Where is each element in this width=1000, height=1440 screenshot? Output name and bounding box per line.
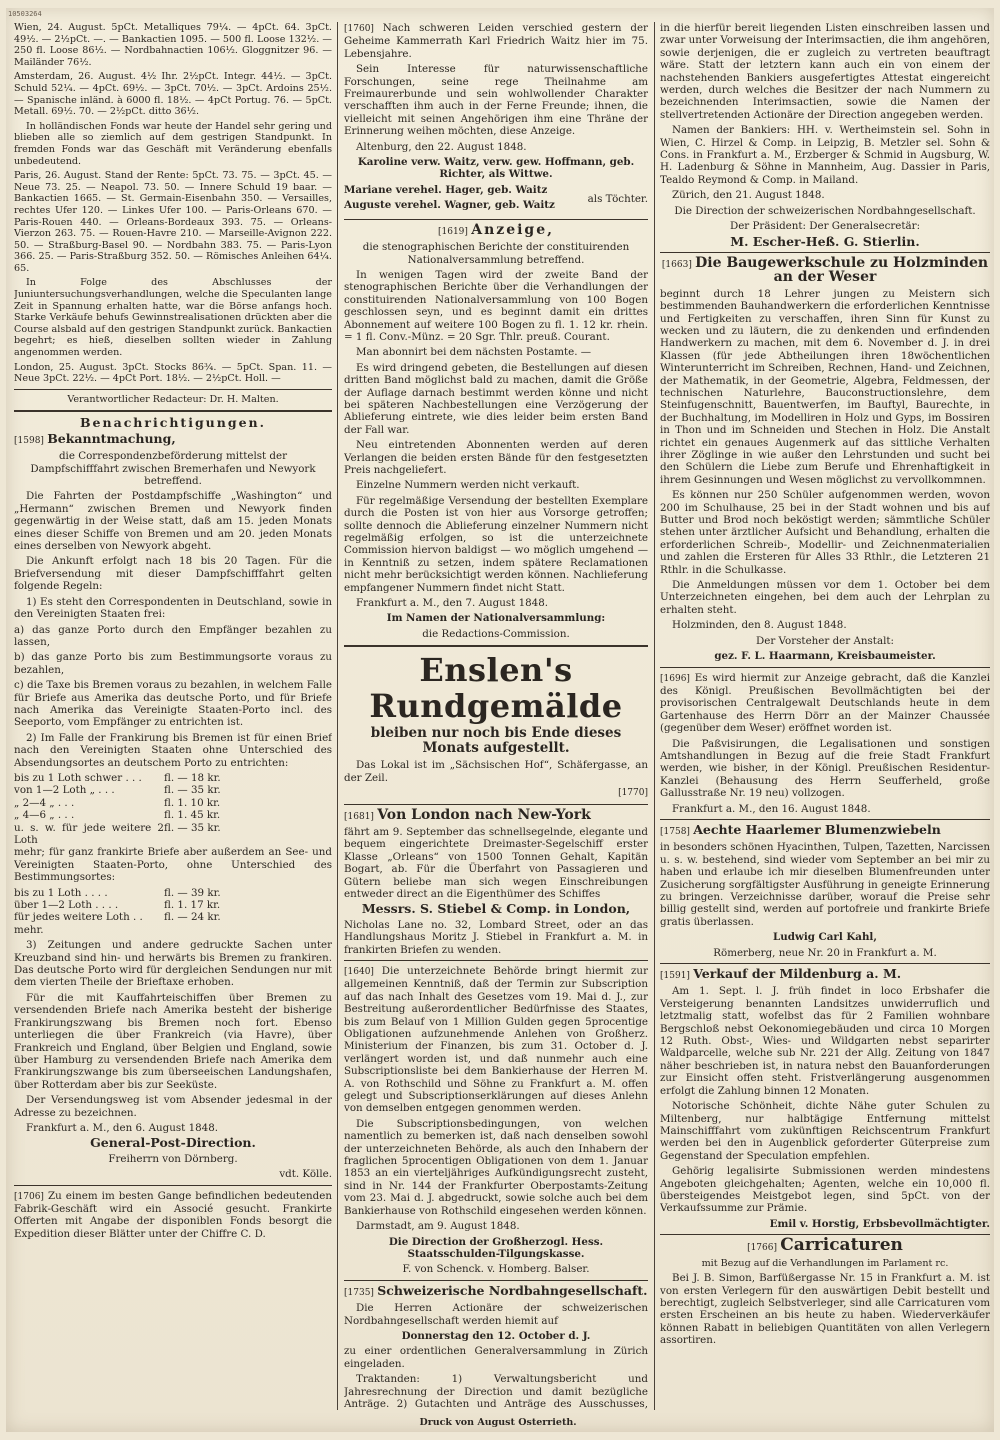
divider [344, 804, 648, 805]
fee-value: fl. — 39 kr. [164, 886, 221, 899]
ad-paragraph: Für die mit Kauffahrteischiffen über Bremen zu versendenden Briefe nach Amerika besteht der bisherige Frankirungszwang bis Bremen noch fort. Ebenso unterliegen die über Frankreich (via Havre), über Frankreich und England, über Belgien und England, sowie über Hamburg zu versendenden Briefe nach Amerika dem Frankirungszwange bis zum überseeischen Landungshafen, über Rotterdam aber bis zur Seeküste. [14, 991, 332, 1091]
ad-title-line [660, 254, 990, 286]
ad-name-role: als Töchter. [587, 193, 648, 206]
ad-paragraph: beginnt durch 18 Lehrer jungen zu Meistern sich bestimmenden Bauhandwerkern die erforderlichen Kenntnisse und Fertigkeiten zu verschaffen, ihren Sinn für Kunst zu wecken und zu läutern, die zu denkenden und erfindenden Handwerkern zu machen, mit dem 6. November d. J. in drei Klassen (für jede Abtheilungen ihren 18wöchentlichen Winterunterricht im Schreiben, Rechnen, Hand- und Zeichnen, der Mathematik, in der Geometrie, Algebra, Feldmessen, der technischen Naturlehre, Bauconstructionslehre, dem Steinfugenschnitt, Bauentwerfen, im Bauftyl, Baurechte, in der Buchhaltung, im Modelliren in Holz und Gyps, im Bossiren in Thon und im Schneiden und Stechen in Holz. Die Anstalt richtet ein genaues Augenmerk auf das sittliche Verhalten ihrer Zöglinge in wie außer den Lehrstunden und sucht bei den Schülern die Liebe zum Berufe und Ehrenhaftigkeit in ihrem Gesinnungen und Wesen möglichst zu vervollkommnen. [660, 287, 990, 486]
ad-title: Aechte Haarlemer Blumenzwiebeln [693, 821, 941, 837]
ad-paragraph: Notorische Schönheit, dichte Nähe guter Schulen zu Miltenberg, nur halbtägige Entfernung mittelst Mainschifffahrt vom zukünftigen Reichscentrum Frankfurt werden bei den in Augenblick geforderter Güterpreise zum Gegenstand der Speculation empfehlen. [660, 1100, 990, 1162]
ad-date-highlight: Donnerstag den 12. October d. J. [401, 1329, 591, 1342]
ad-date: Frankfurt a. M., den 6. August 1848. [26, 1121, 219, 1134]
fee-value: fl. — 35 kr. [164, 821, 221, 834]
ad-date: Zürich, den 21. August 1848. [672, 189, 825, 202]
ad-paragraph [344, 965, 648, 1115]
ad-title: Carricaturen [780, 1235, 903, 1256]
ad-title: Von London nach New-York [377, 806, 591, 823]
ad-date: Darmstadt, am 9. August 1848. [356, 1220, 520, 1233]
edge-id: 10503264 [8, 10, 42, 18]
ad-name-block [344, 184, 648, 215]
ad-paragraph: Die Ankunft erfolgt nach 18 bis 20 Tagen. Für die Briefversendung mit dieser Dampfschifffahrt gelten folgende Regeln: [14, 555, 332, 593]
ad-ref-number: [1591] [660, 971, 690, 982]
ad-paragraph: Traktanden: 1) Verwaltungsbericht und Jahresrechnung der Direction und damit bezügliche Anträge. 2) Gutachten und Anträge des Ausschusses, [344, 1373, 648, 1410]
ad-title-line [660, 821, 990, 838]
ad-date: Frankfurt a. M., den 16. August 1848. [672, 802, 871, 815]
ad-paragraph: mehr. [14, 923, 44, 936]
ad-paragraph: Am 1. Sept. l. J. früh findet in loco Erbshafer die Versteigerung benannten Landsitzes unwiderruflich und letztmalig statt, wofelbst das für 2 Familien wohnbare Bergschloß nebst Oekonomiegebäuden und circa 10 Morgen 12 Ruth. Obst-, Wies- und Wildgarten nebst separirter Waldparcelle, welche sub Nr. 221 der Allg. Zeitung von 1847 näher beschrieben ist, in natura nebst den Bauanforderungen zur Einsicht offen steht. Fristverlängerung ausgenommen erfolgt die Zahlung binnen 12 Monaten. [660, 985, 990, 1097]
fee-label: von 1—2 Loth „ . . . [14, 784, 115, 797]
fee-label: „ 4—6 „ . . . [14, 809, 75, 822]
ad-title-line [344, 806, 648, 823]
column-3 [660, 22, 990, 1410]
ad-paragraph: fährt am 9. September das schnellsegelnde, elegante und bequem eingerichtete Dreimaster-Segelschiff erster Klasse „Orleans“ von 1500 Tonnen Gehalt, Kapitän Bogart, ab. Für die Überfahrt von Passagieren und Gütern beliebe man sich wegen Einschreibungen entweder direct an die Eigenthümer des Schiffes [344, 825, 648, 900]
ad-signature: Der Vorsteher der Anstalt: [755, 634, 894, 647]
ad-ref-number: [1681] [344, 811, 374, 822]
ad-subtitle: die Correspondenzbeförderung mittelst der Dampfschifffahrt zwischen Bremerhafen und Newyork betreffend. [30, 450, 316, 488]
market-amsterdam: Amsterdam, 26. August. 4½ Ihr. 2½pCt. Integr. 44½. — 3pCt. Schuld 52¼. — 4pCt. 69½. — 3pCt. 70½. — 3pCt. Ardoins 25½. — Spanische inländ. à 6000 fl. 18½. — 4pCt Portug. 76. — 5pCt. Metall. 69½. 70. — 2½pCt. ditto 36½. [14, 71, 332, 118]
market-wien: Wien, 24. August. 5pCt. Metalliques 79¼. — 4pCt. 64. 3pCt. 49½. — 2½pCt. —. — Bankactien 1095. — 500 fl. Loose 132½. — 250 fl. Loose 86½. — Nordbahnactien 106½. Gloggnitzer 96. — Mailänder 76½. [14, 22, 332, 68]
ad-paragraph: Namen der Bankiers: HH. v. Wertheimstein sel. Sohn in Wien, C. Hirzel & Comp. in Leipzig, B. Metzler sel. Sohn & Cons. in Frankfurt a. M., Erzberger & Schmid in Augsburg, W. H. Ladenburg & Söhne in Mannheim, Aug. Dassier in Paris, Tealdo Reymond & Comp. in Mailand. [660, 124, 990, 186]
ad-paragraph [14, 1190, 332, 1241]
ad-ref-number: [1598] [14, 435, 44, 446]
ad-paragraph: Es wird dringend gebeten, die Bestellungen auf diesen dritten Band möglichst bald zu machen, damit die Größe der Auflage darnach bestimmt werden könne und nicht bei späteren Nachbestellungen eine Verzögerung der Ablieferung eintrete, wie dies leider beim ersten Band der Fall war. [344, 361, 648, 436]
divider [660, 667, 990, 668]
divider [344, 219, 648, 220]
ad-paragraph: zu einer ordentlichen Generalversammlung in Zürich eingeladen. [344, 1345, 648, 1370]
ad-signature-name: gez. F. L. Haarmann, Kreisbaumeister. [714, 650, 936, 663]
ad-paragraph: Gehörig legalisirte Submissionen werden mindestens Angeboten gleichgehalten; Agenten, welche ein 10,000 fl. übersteigendes Meistgebot legen, sind 5pCt. von der Verkaufssumme zur Prämie. [660, 1165, 990, 1215]
fee-value: fl. 1. 10 kr. [164, 796, 221, 809]
ad-text: Die unterzeichnete Behörde bringt hiermit zur allgemeinen Kenntniß, daß der Termin zur Subscription auf das nach Inhalt des Gesetzes vom 19. Mai d. J., zur Bestreitung außerordentlicher Bedürfnisse des Staates, bis zum Belauf von 1 Million Gulden gegen 5procentige Obligationen aufzunehmende Anlehen von Großherz. Ministerium der Finanzen, bis zum 31. October d. J. verlängert worden ist, und daß nunmehr auch eine Subscriptionsliste bei dem Bankierhause der Herren M. A. von Rothschild und Söhne zu Frankfurt a. M. offen gelegt und Subscriptionserklärungen auf dieses Anlehn von demselben entgegen genommen werden. [344, 964, 648, 1115]
ad-signature-name: M. Escher-Heß. G. Stierlin. [730, 233, 920, 249]
ad-ref-number: [1760] [344, 24, 374, 34]
editor-line: Verantwortlicher Redacteur: Dr. H. Malten. [67, 393, 279, 405]
ad-ref-number: [1766] [747, 1243, 777, 1254]
ad-paragraph: Die Herren Actionäre der schweizerischen Nordbahngesellschaft werden hiemit auf [344, 1302, 648, 1327]
divider [660, 819, 990, 820]
fee-label: bis zu 1 Loth schwer . . . [14, 771, 142, 784]
fee-value: fl. — 24 kr. [164, 911, 221, 924]
ad-paragraph: 1) Es steht den Correspondenten in Deutschland, sowie in den Vereinigten Staaten frei: [14, 595, 332, 621]
ad-paragraph: b) das ganze Porto bis zum Bestimmungsorte voraus zu bezahlen, [14, 651, 332, 676]
ad-title-line [344, 221, 648, 238]
market-paris: Paris, 26. August. Stand der Rente: 5pCt. 73. 75. — 3pCt. 45. — Neue 73. 25. — Neapol. 73. 50. — Innere Schuld 19 baar. — Bankactien 1665. — St. Germain-Eisenbahn 350. — Versailles, rechtes Ufer 120. — Linkes Ufer 100. — Paris-Orleans 670. — Paris-Rouen 440. — Orleans-Bordeaux 393. 75. — Orleans-Vierzon 263. 75. — Rouen-Havre 210. — Marseille-Avignon 222. 50. — Straßburg-Basel 90. — Nordbahn 383. 75. — Paris-Lyon 366. 25. — Paris-Straßburg 352. 50. — Römisches Anleihen 64¼. 65. [14, 170, 332, 274]
ad-ref-number: [1663] [661, 259, 692, 270]
section-title: Benachrichtigungen. [79, 415, 266, 431]
fee-value: fl. 1. 45 kr. [164, 809, 221, 822]
ad-name: Karoline verw. Waitz, verw. gew. Hoffmann, geb. Richter, als Wittwe. [357, 156, 635, 181]
fee-table [14, 887, 332, 924]
divider [344, 645, 648, 647]
display-title: Enslen's Rundgemälde [369, 651, 623, 726]
ad-company: Messrs. S. Stiebel & Comp. in London, [361, 901, 631, 917]
ad-signature-roles: Der Präsident: Der Generalsecretär: [729, 220, 921, 233]
ad-date: Frankfurt a. M., den 7. August 1848. [356, 597, 549, 610]
ad-paragraph: 2) Im Falle der Frankirung bis Bremen ist für einen Brief nach den Vereinigten Staaten ohne Unterschied des Absendungsortes an deutschem Porto zu entrichten: [14, 731, 332, 769]
ad-title: Verkauf der Mildenburg a. M. [693, 966, 902, 982]
ad-signature: Im Namen der Nationalversammlung: [386, 612, 606, 625]
ad-paragraph: Die Anmeldungen müssen vor dem 1. October bei dem Unterzeichneten eingehen, bei dem auch der Lehrplan zu erhalten steht. [660, 579, 990, 616]
ad-ref-number: [1758] [660, 826, 690, 837]
ad-paragraph: Einzelne Nummern werden nicht verkauft. [356, 479, 580, 492]
divider [14, 410, 332, 412]
fee-value: fl. — 18 kr. [164, 771, 221, 784]
ad-signature-vdt: vdt. Kölle. [279, 1168, 332, 1181]
ad-ref [14, 430, 332, 447]
divider [660, 963, 990, 964]
ad-paragraph: Neu eintretenden Abonnenten werden auf deren Verlangen die beiden ersten Bände für den festgesetzten Preis nachgeliefert. [344, 439, 648, 476]
ad-paragraph: c) die Taxe bis Bremen voraus zu bezahlen, in welchem Falle für Briefe aus Amerika das deutsche Porto, und für Briefe nach Amerika das Vereinigte Staaten-Porto incl. des Seeporto, vom Empfänger zu entrichten ist. [14, 679, 332, 729]
ad-name-list [344, 184, 584, 215]
ad-paragraph [344, 22, 648, 60]
ad-date: Altenburg, den 22. August 1848. [356, 140, 527, 153]
ad-signature: Die Direction der schweizerischen Nordbahngesellschaft. [674, 204, 976, 217]
ad-paragraph: in besonders schönen Hyacinthen, Tulpen, Tazetten, Narcissen u. s. w. bestehend, sind wieder vom September an bei mir zu haben und erlaube ich mir dieselben Blumenfreunden unter Zusicherung sorgfältigster Ausführung in geneigte Erinnerung zu bringen. Verzeichnisse darüber, worauf die Preise sehr billig gestellt sind, werden auf portofreie und frankirte Briefe gratis überlassen. [660, 841, 990, 928]
market-text: In holländischen Fonds war heute der Handel sehr gering und blieben alle so ziemlich auf dem gestrigen Standpunkt. In fremden Fonds war das Geschäft mit Veränderung ebenfalls unbedeutend. [14, 120, 332, 167]
column-1 [14, 22, 332, 1410]
ad-signature-name: F. von Schenck. v. Homberg. Balser. [402, 1263, 590, 1276]
column-2 [344, 22, 648, 1410]
ad-subtitle: die stenographischen Berichte der constituirenden Nationalversammlung betreffend. [362, 241, 630, 266]
ad-text: Zu einem im besten Gange befindlichen bedeutenden Fabrik-Geschäft wird ein Associé gesucht. Frankirte Offerten mit Angabe der disponiblen Fonds besorgt die Expedition dieser Blätter unter der Chiffre C. D. [14, 1189, 332, 1240]
ad-paragraph: Die Subscriptionsbedingungen, von welchen namentlich zu bemerken ist, daß nach denselben sowohl der unterzeichneten Behörde, als auch den Inhabern der fraglichen 5procentigen Obligationen von dem 1. Januar 1853 an ein vierteljähriges Aufkündigungsrecht zusteht, sind in Nr. 144 der Frankfurter Oberpostamts-Zeitung vom 23. Mai d. J. abgedruckt, sowie solche auch bei dem Bankierhause von Rothschild eingesehen werden können. [344, 1117, 648, 1217]
ad-paragraph: Es können nur 250 Schüler aufgenommen werden, wovon 200 im Schulhause, 25 bei in der Stadt wohnen und bis auf Butter und Brod noch beköstigt werden; sämmtliche Schüler stehen unter ärztlicher Aufsicht und Behandlung, erhalten die erforderlichen Schreib-, Modellir- und Zeichnenmaterialien und zahlen die Ersteren für Alles 33 Rthlr., die Letzteren 21 Rthlr. in die Schulkasse. [660, 489, 990, 576]
ad-date: Holzminden, den 8. August 1848. [672, 619, 847, 632]
ad-paragraph [660, 672, 990, 735]
fee-label: über 1—2 Loth . . . . [14, 899, 119, 912]
ad-title: Bekanntmachung, [47, 430, 176, 446]
ad-paragraph: in die hierfür bereit liegenden Listen einschreiben lassen und zwar unter Vorweisung der Interimsactien, die ihm angehören, sowie derjenigen, die er zugleich zu vertreten beauftragt wäre. Statt der letztern kann auch ein von einem der nachstehenden Bankiers ausgefertigtes Attestat eingereicht werden, durch welches die Besitzer der nach Nummern zu bezeichnenden Interimsactien, sowie die Namen der stellvertretenden Actionäre der Direction angegeben werden. [660, 22, 990, 121]
ad-title-line [660, 968, 990, 982]
ad-signature: General-Post-Direction. [90, 1135, 256, 1151]
ad-paragraph: Nicholas Lane no. 32, Lombard Street, oder an das Handlungshaus Moritz J. Stiebel in Frankfurt a. M. in frankirten Briefen zu wenden. [344, 918, 648, 956]
ad-paragraph: Die Paßvisirungen, die Legalisationen und sonstigen Amtshandlungen in Bezug auf die freie Stadt Frankfurt werden, wie bisher, in der Königl. Preußischen Residentur-Kanzlei (Behausung des Herrn Seufferheld, große Gallusstraße Nr. 19 neu) vollzogen. [660, 737, 990, 800]
ad-paragraph: Das Lokal ist im „Sächsischen Hof“, Schäfergasse, an der Zeil. [344, 759, 648, 784]
column-rule [654, 22, 655, 1410]
fee-label: bis zu 1 Loth . . . . [14, 886, 108, 899]
ad-signature: Die Direction der Großherzogl. Hess. Staatsschulden-Tilgungskasse. [388, 1235, 604, 1260]
ad-text: Nach schweren Leiden verschied gestern der Geheime Kammerrath Karl Friedrich Waitz hier im 75. Lebensjahre. [344, 22, 648, 60]
printer-footer: Druck von August Osterrieth. [419, 1417, 577, 1428]
fee-table [14, 772, 332, 846]
ad-paragraph: In wenigen Tagen wird der zweite Band der stenographischen Berichte über die Verhandlungen der constituirenden Nationalversammlung von 100 Bogen geschlossen seyn, und es beginnt damit ein drittes Abonnement auf weitere 100 Bogen zu fl. 1. 12 kr. rhein. = 1 fl. Conv.-Münz. = 20 Sgr. Thlr. preuß. Courant. [344, 268, 648, 343]
ad-text: Es wird hiermit zur Anzeige gebracht, daß die Kanzlei des Königl. Preußischen Bevollmächtigten bei der provisorischen Centralgewalt Deutschlands heute in dem Gartenhause des Herrn Dörr an der Mainzer Chaussée (gegenüber dem Weser) eröffnet worden ist. [660, 671, 990, 735]
ad-paragraph: Der Versendungsweg ist vom Absender jedesmal in der Adresse zu bezeichnen. [14, 1094, 332, 1119]
ad-name: Auguste verehel. Wagner, geb. Waitz [344, 199, 555, 212]
ad-title-line [344, 1282, 648, 1299]
divider [14, 1185, 332, 1186]
ad-title: Anzeige, [471, 221, 554, 238]
divider [660, 252, 990, 253]
ad-subtitle: mit Bezug auf die Verhandlungen im Parlament rc. [701, 1257, 949, 1269]
ad-signature-name: Emil v. Horstig, Erbsbevollmächtigter. [769, 1217, 990, 1230]
fee-label: „ 2—4 „ . . . [14, 796, 75, 809]
ad-paragraph: Für regelmäßige Versendung der bestellten Exemplare durch die Posten ist von hier aus Vorsorge getroffen; sollte dennoch die Ablieferung einzelner Nummern nicht regelmäßig erfolgen, so ist die unterzeichnete Commission hiervon baldigst — wo möglich umgehend — in Kenntniß zu setzen, indem spätere Reclamationen nicht mehr berücksichtigt werden können. Nachlieferung empfangener Nummern findet nicht Statt. [344, 494, 648, 594]
ad-paragraph: 3) Zeitungen und andere gedruckte Sachen unter Kreuzband sind hin- und herwärts bis Bremen zu frankiren. Das deutsche Porto wird für dergleichen Sendungen nur mit dem vierten Theile der Brieftaxe erhoben. [14, 939, 332, 989]
market-london: London, 25. August. 3pCt. Stocks 86¾. — 5pCt. Span. 11. — Neue 3pCt. 22½. — 4pCt Port. 18½. — 2½pCt. Holl. — [14, 361, 332, 385]
fee-value: fl. 1. 17 kr. [164, 899, 221, 912]
market-text: In Folge des Abschlusses der Juniuntersuchungsverhandlungen, welche die Speculanten lange Zeit in Spannung erhalten hatte, war die Börse anfangs hoch. Starke Verkäufe behufs Gewinnstrealisationen drückten aber die Course alsbald auf den gestrigen Standpunkt zurück. Bankactien begehrt; es hieß, dieselben sollten wieder in Zahlung angenommen werden. [14, 277, 332, 359]
ad-signature-name: Ludwig Carl Kahl, [773, 931, 877, 944]
ad-signature-name: die Redactions-Commission. [422, 627, 570, 640]
fee-value: fl. — 35 kr. [164, 784, 221, 797]
ad-ref-number: [1770] [618, 788, 648, 799]
ad-address: Römerberg, neue Nr. 20 in Frankfurt a. M. [713, 946, 937, 959]
ad-name: Mariane verehel. Hager, geb. Waitz [344, 183, 548, 196]
ad-ref-number: [1706] [14, 1191, 44, 1202]
ad-ref-number: [1619] [437, 226, 468, 237]
ad-paragraph: Man abonnirt bei dem nächsten Postamte. — [356, 346, 592, 359]
ad-paragraph: Die Fahrten der Postdampfschiffe „Washington“ und „Hermann“ zwischen Bremen und Newyork finden gegenwärtig in der Weise statt, daß am 15. jeden Monats eines dieser Schiffe von Bremen und am 20. jeden Monats eines derselben von Newyork abgeht. [14, 490, 332, 553]
display-subtitle: bleiben nur noch bis Ende dieses Monats aufgestellt. [370, 725, 622, 757]
ad-paragraph: mehr; für ganz frankirte Briefe aber außerdem an See- und Vereinigten Staaten-Porto, ohne Unterschied des Bestimmungsortes: [14, 846, 332, 884]
fee-label: für jedes weitere Loth . . [14, 911, 143, 924]
ad-title-line [660, 1235, 990, 1256]
ad-ref-number: [1696] [660, 673, 690, 684]
ad-ref-number: [1735] [344, 1287, 374, 1298]
ad-title: Die Baugewerkschule zu Holzminden an der Weser [695, 254, 989, 286]
divider [344, 1280, 648, 1281]
ad-paragraph: a) das ganze Porto durch den Empfänger bezahlen zu lassen, [14, 623, 332, 648]
ad-title: Schweizerische Nordbahngesellschaft. [377, 1282, 648, 1298]
ad-paragraph: Bei J. B. Simon, Barfüßergasse Nr. 15 in Frankfurt a. M. ist von ersten Verlegern für den auswärtigen Debit bestellt und berechtigt, zugleich Selbstverleger, sind alle Carricaturen vom ersten Erscheinen an bis heute zu haben. Wiederverkäufer können Rabatt in beliebigen Quantitäten von allen Verlegern assortiren. [660, 1272, 990, 1347]
divider [14, 389, 332, 390]
ad-signature-name: Freiherrn von Dörnberg. [108, 1152, 238, 1165]
ad-ref-number: [1640] [344, 966, 374, 977]
newspaper-page [6, 8, 994, 1432]
fee-label: u. s. w. für jede weitere 2 Loth [14, 821, 164, 846]
ad-paragraph: Sein Interesse für naturwissenschaftliche Forschungen, seine rege Theilnahme am Freimaurerbunde und sein wohlwollender Charakter verschafften ihm auch in der Ferne Freunde; ihnen, die vielleicht mit seinen Angehörigen ihm eine Thräne der Erinnerung weihen möchten, diese Anzeige. [344, 63, 648, 138]
divider [344, 960, 648, 961]
column-rule [337, 22, 338, 1410]
